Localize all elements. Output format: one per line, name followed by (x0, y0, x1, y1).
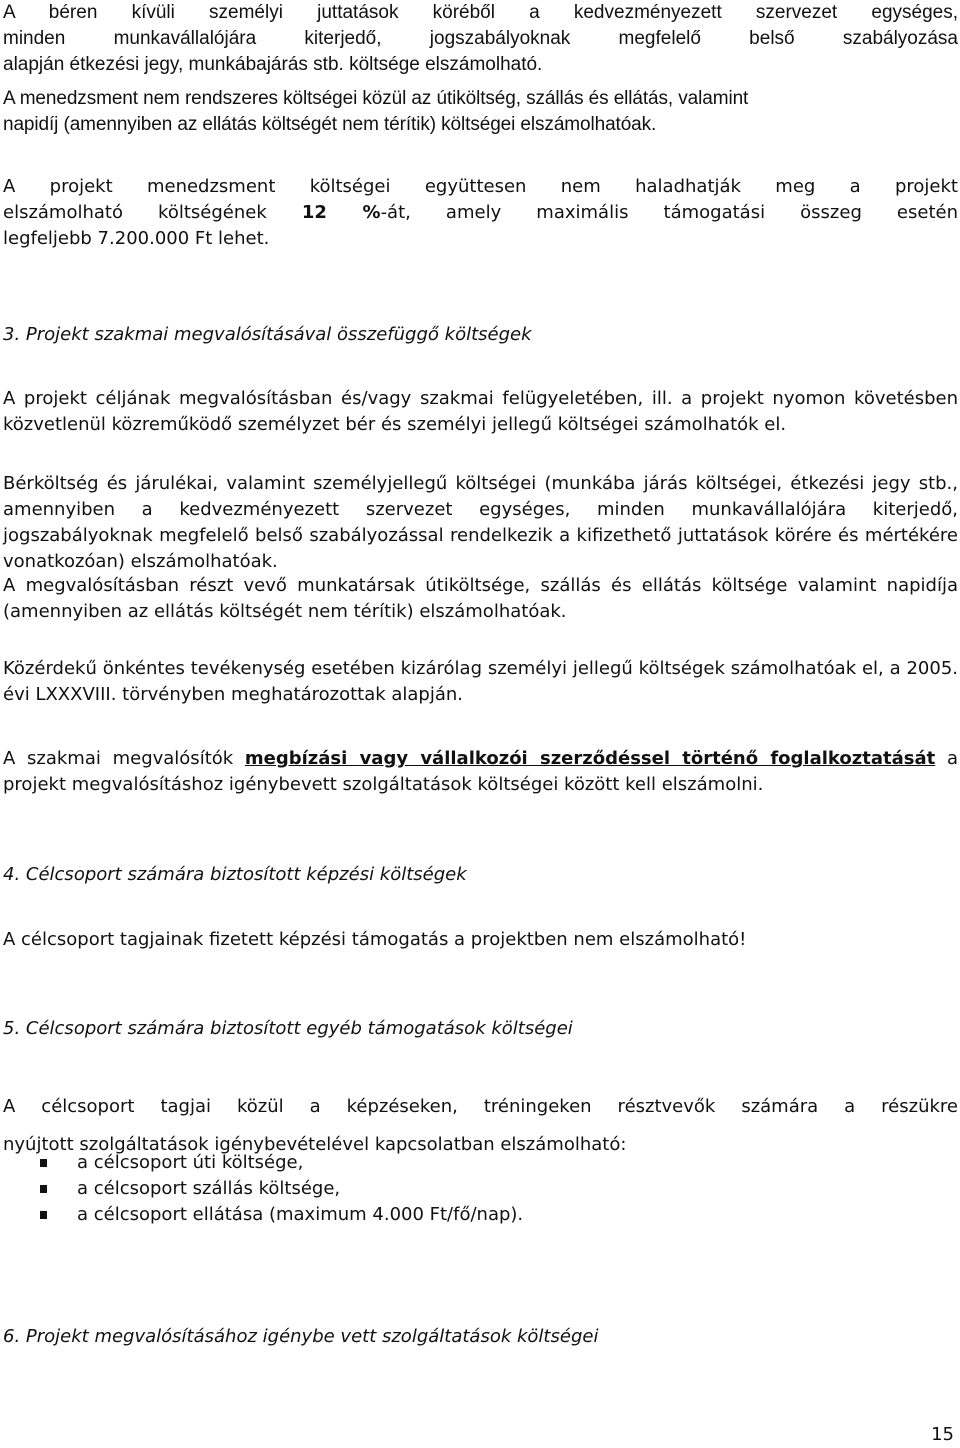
paragraph-line: legfeljebb 7.200.000 Ft lehet. (3, 228, 270, 249)
paragraph-line: napidíj (amennyiben az ellátás költségét nem térítik) költségei elszámolhatóak. (3, 114, 657, 135)
paragraph-benefits (3, 0, 958, 52)
section-5-paragraph (3, 1094, 958, 1120)
paragraph-text: A szakmai megvalósítók (3, 748, 234, 769)
paragraph-management-limit-end (3, 226, 958, 252)
section-4-paragraph: A célcsoport tagjainak fizetett képzési támogatás a projektben nem elszámolható! (3, 929, 747, 950)
limit-percentage: 12 % (301, 202, 381, 223)
list-item: a célcsoport úti költsége, (3, 1150, 958, 1176)
section-3-paragraph-2: Bérköltség és járulékai, valamint személyjellegű költségei (munkába járás költségei, étkezési jegy stb., amennyiben a kedvezményezett szervezet egységes, minden munkavállalójára kiterjedő, jogszabályoknak megfelelő belső szabályozással rendelkezik a kifizethető juttatások körére és mértékére vonatkozóan) elszámolhatóak. (3, 473, 958, 572)
bullet-square-icon (40, 1159, 47, 1167)
page-number: 15 (931, 1424, 954, 1445)
section-3-heading: 3. Projekt szakmai megvalósításával összefüggő költségek (3, 324, 532, 345)
paragraph-text: a projekt megvalósításhoz igénybevett szolgáltatások költségei között kell elszámolni. (3, 748, 958, 795)
paragraph-management-costs (3, 86, 958, 138)
bullet-square-icon (40, 1185, 47, 1193)
list-item: a célcsoport szállás költsége, (3, 1176, 958, 1202)
section-4-heading: 4. Célcsoport számára biztosított képzési költségek (3, 864, 467, 885)
paragraph-line: alapján étkezési jegy, munkábajárás stb. költsége elszámolható. (3, 54, 543, 75)
paragraph-line: -át, amely maximális támogatási összeg esetén (380, 202, 958, 223)
paragraph-line: elszámolható költségének (3, 202, 267, 223)
paragraph-line: A béren kívüli személyi juttatások köréből a kedvezményezett szervezet egységes, (3, 2, 958, 23)
section-6-heading: 6. Projekt megvalósításához igénybe vett szolgáltatások költségei (3, 1326, 599, 1347)
section-3-paragraph-1: A projekt céljának megvalósításban és/vagy szakmai felügyeletében, ill. a projekt nyomon követésben közvetlenül közreműködő személyzet bér és személyi jellegű költségei számolhatók el. (3, 388, 958, 435)
list-item: a célcsoport ellátása (maximum 4.000 Ft/fő/nap). (3, 1202, 958, 1228)
paragraph-management-limit (3, 174, 958, 226)
section-3-paragraph-4: Közérdekű önkéntes tevékenység esetében kizárólag személyi jellegű költségek számolhatóak el, a 2005. évi LXXXVIII. törvényben meghatározottak alapján. (3, 658, 958, 705)
section-3-paragraph-3: A megvalósításban részt vevő munkatársak útiköltsége, szállás és ellátás költsége valamint napidíja (amennyiben az ellátás költségét nem térítik) elszámolhatóak. (3, 575, 958, 622)
paragraph-line: minden munkavállalójára kiterjedő, jogszabályoknak megfelelő belső szabályozása (3, 28, 958, 49)
paragraph-benefits-end (3, 52, 958, 78)
bullet-square-icon (40, 1211, 47, 1219)
paragraph-line: A célcsoport tagjai közül a képzéseken, tréningeken résztvevők számára a részükre (3, 1096, 958, 1117)
paragraph-line: nyújtott szolgáltatások igénybevételével kapcsolatban elszámolható: (3, 1134, 627, 1155)
paragraph-line: A menedzsment nem rendszeres költségei közül az útiköltség, szállás és ellátás, valamint (3, 88, 749, 109)
paragraph-line: A projekt menedzsment költségei együttesen nem haladhatják meg a projekt (3, 176, 958, 197)
section-5-heading: 5. Célcsoport számára biztosított egyéb támogatások költségei (3, 1018, 573, 1039)
emphasized-contract-text: megbízási vagy vállalkozói szerződéssel történő foglalkoztatását (244, 748, 936, 769)
section-3-paragraph-5 (3, 746, 958, 798)
section-5-bullet-list (3, 1150, 958, 1228)
